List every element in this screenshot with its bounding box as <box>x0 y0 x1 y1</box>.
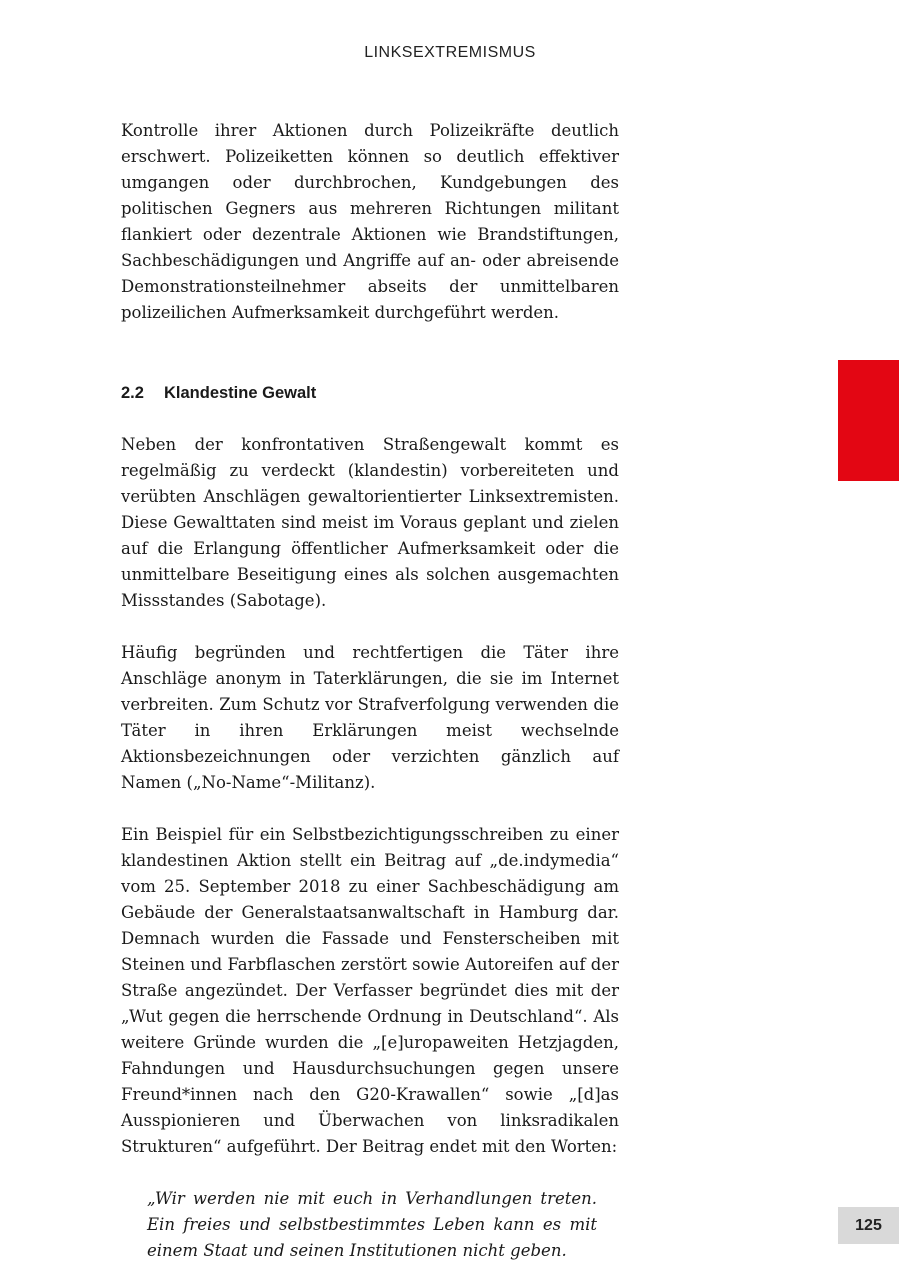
section-title: Klandestine Gewalt <box>164 384 317 402</box>
section-number: 2.2 <box>121 384 144 402</box>
paragraph-intro: Kontrolle ihrer Aktionen durch Polizeikräfte deutlich erschwert. Polizeiketten können so deutlich effektiver umgangen oder durchbrochen, Kundgebungen des politischen Gegners aus mehreren Richtungen militant flankiert oder dezentrale Aktionen wie Brandstiftungen, Sachbeschädigungen und Angriffe auf an- oder abreisende Demonstrationsteilnehmer abseits der unmittelbaren polizeilichen Aufmerksamkeit durchgeführt werden. <box>121 121 619 322</box>
paragraph-1: Neben der konfrontativen Straßengewalt kommt es regelmäßig zu verdeckt (klandestin) vorbereiteten und verübten Anschlägen gewaltorientierter Linksextremisten. Diese Gewalttaten sind meist im Voraus geplant und zielen auf die Erlangung öffentlicher Aufmerksamkeit oder die unmittelbare Beseitigung eines als solchen ausgemachten Missstandes (Sabotage). <box>121 435 619 610</box>
page-number: 125 <box>838 1207 899 1244</box>
block-quote: „Wir werden nie mit euch in Verhandlungen treten. Ein freies und selbstbestimmtes Leben kann es mit einem Staat und seinen Institutionen nicht geben. <box>147 1189 597 1260</box>
section-spacer <box>121 326 619 380</box>
page-body <box>121 118 619 1264</box>
paragraph-spacer <box>121 796 619 822</box>
paragraph-spacer <box>121 406 619 432</box>
chapter-tab-marker <box>838 360 899 481</box>
paragraph-spacer <box>121 614 619 640</box>
section-heading <box>121 380 619 406</box>
paragraph-2: Häufig begründen und rechtfertigen die Täter ihre Anschläge anonym in Taterklärungen, die sie im Internet verbreiten. Zum Schutz vor Strafverfolgung verwenden die Täter in ihren Erklärungen meist wechselnde Aktionsbezeichnungen oder verzichten gänzlich auf Namen („No-Name“-Militanz). <box>121 643 619 792</box>
running-header: LINKSEXTREMISMUS <box>364 44 536 61</box>
paragraph-spacer <box>121 1160 619 1186</box>
paragraph-3: Ein Beispiel für ein Selbstbezichtigungsschreiben zu einer klandestinen Aktion stellt ein Beitrag auf „de.indymedia“ vom 25. September 2018 zu einer Sachbeschädigung am Gebäude der Generalstaatsanwaltschaft in Hamburg dar. Demnach wurden die Fassade und Fensterscheiben mit Steinen und Farbflaschen zerstört sowie Autoreifen auf der Straße angezündet. Der Verfasser begründet dies mit der „Wut gegen die herrschende Ordnung in Deutschland“. Als weitere Gründe wurden die „[e]uropaweiten Hetzjagden, Fahndungen und Hausdurchsuchungen gegen unsere Freund*innen nach den G20-Krawallen“ sowie „[d]as Ausspionieren und Überwachen von linksradikalen Strukturen“ aufgeführt. Der Beitrag endet mit den Worten: <box>121 825 619 1156</box>
